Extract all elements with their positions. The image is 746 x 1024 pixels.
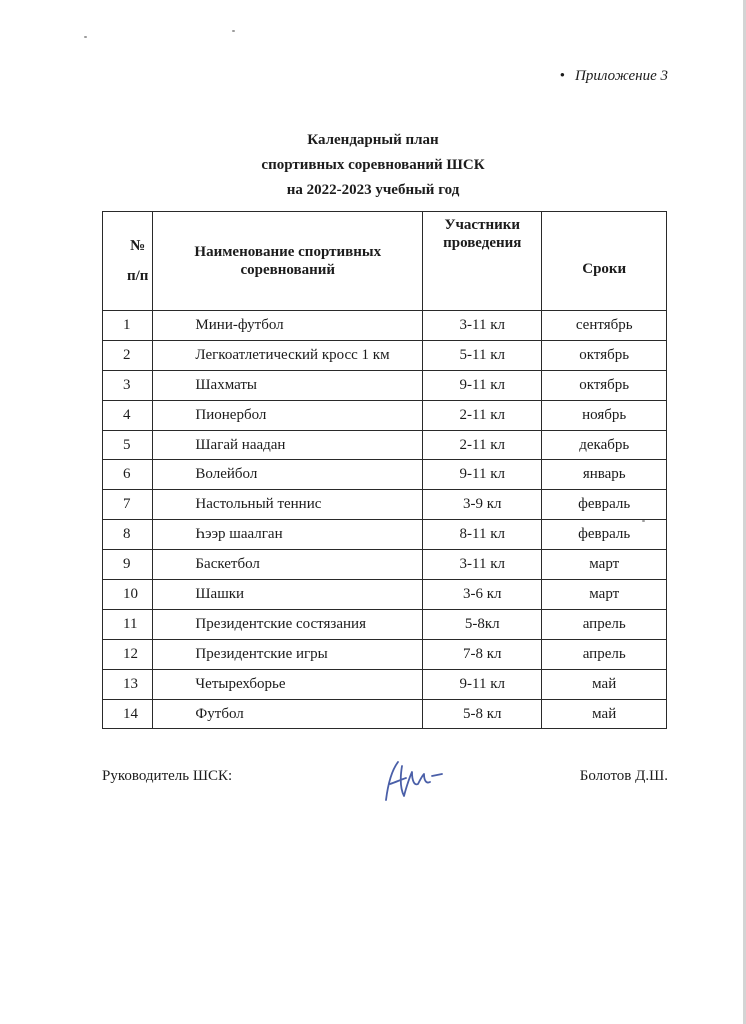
dates-cell: ноябрь [542,400,667,430]
competition-name-cell: Һээр шаалган [153,520,423,550]
competition-name-cell: Шагай наадан [153,430,423,460]
column-header-number [103,212,153,311]
participants-cell: 5-8кл [423,609,542,639]
participants-cell: 9-11 кл [423,669,542,699]
competition-name-cell: Шашки [153,580,423,610]
signatory-name: Болотов Д.Ш. [579,768,668,784]
table-row [103,699,667,729]
table-row [103,669,667,699]
table-row [103,639,667,669]
row-number-cell: 13 [103,669,153,699]
table-row [103,340,667,370]
competition-name-cell: Настольный теннис [153,490,423,520]
column-header-number-sign: № [130,238,146,254]
document-title [0,128,746,203]
participants-cell: 2-11 кл [423,400,542,430]
dates-cell: апрель [542,609,667,639]
signatory-role: Руководитель ШСК: [102,768,233,784]
row-number-cell: 5 [103,430,153,460]
dates-cell: декабрь [542,430,667,460]
table-row [103,460,667,490]
row-number-cell: 3 [103,370,153,400]
participants-cell: 3-9 кл [423,490,542,520]
scan-speck [232,30,235,32]
competition-name-cell: Баскетбол [153,550,423,580]
column-header-name: Наименование спортивных соревнований [153,212,423,311]
competition-name-cell: Президентские состязания [153,609,423,639]
competition-name-cell: Шахматы [153,370,423,400]
appendix-text: Приложение 3 [575,68,668,84]
table-row [103,550,667,580]
row-number-cell: 10 [103,580,153,610]
competition-name-cell: Легкоатлетический кросс 1 км [153,340,423,370]
title-line-3: на 2022-2023 учебный год [286,182,460,198]
column-header-dates: Сроки [542,212,667,311]
table-row [103,580,667,610]
participants-cell: 5-11 кл [423,340,542,370]
participants-cell: 3-11 кл [423,311,542,341]
row-number-cell: 11 [103,609,153,639]
competition-name-cell: Волейбол [153,460,423,490]
row-number-cell: 12 [103,639,153,669]
dates-cell: март [542,550,667,580]
table-row [103,400,667,430]
row-number-cell: 8 [103,520,153,550]
dates-cell: октябрь [542,370,667,400]
dates-cell: апрель [542,639,667,669]
competition-name-cell: Футбол [153,699,423,729]
appendix-bullet: • [559,68,566,84]
handwritten-signature [376,754,456,806]
dates-cell: март [542,580,667,610]
dates-cell: май [542,699,667,729]
appendix-label [560,68,668,85]
dates-cell: сентябрь [542,311,667,341]
dates-cell: январь [542,460,667,490]
participants-cell: 9-11 кл [423,460,542,490]
dates-cell: февраль [542,490,667,520]
row-number-cell: 6 [103,460,153,490]
table-row [103,430,667,460]
row-number-cell: 9 [103,550,153,580]
participants-cell: 2-11 кл [423,430,542,460]
competition-name-cell: Мини-футбол [153,311,423,341]
participants-cell: 3-6 кл [423,580,542,610]
participants-cell: 8-11 кл [423,520,542,550]
column-header-number-label: п/п [126,268,149,284]
scan-speck [84,36,87,38]
row-number-cell: 7 [103,490,153,520]
competition-name-cell: Четырехборье [153,669,423,699]
row-number-cell: 2 [103,340,153,370]
table-row [103,520,667,550]
participants-cell: 3-11 кл [423,550,542,580]
dates-cell: февраль [542,520,667,550]
dates-cell: октябрь [542,340,667,370]
table-row [103,370,667,400]
competition-name-cell: Пионербол [153,400,423,430]
table-row [103,609,667,639]
table-row [103,311,667,341]
row-number-cell: 1 [103,311,153,341]
table-header-row [103,212,667,311]
column-header-participants: Участники проведения [423,212,542,311]
table-body [103,311,667,729]
row-number-cell: 14 [103,699,153,729]
title-line-1: Календарный план [307,132,439,148]
dates-cell: май [542,669,667,699]
row-number-cell: 4 [103,400,153,430]
competition-name-cell: Президентские игры [153,639,423,669]
participants-cell: 7-8 кл [423,639,542,669]
participants-cell: 5-8 кл [423,699,542,729]
competition-table [102,211,667,729]
participants-cell: 9-11 кл [423,370,542,400]
title-line-2: спортивных соревнований ШСК [261,157,485,173]
table-row [103,490,667,520]
